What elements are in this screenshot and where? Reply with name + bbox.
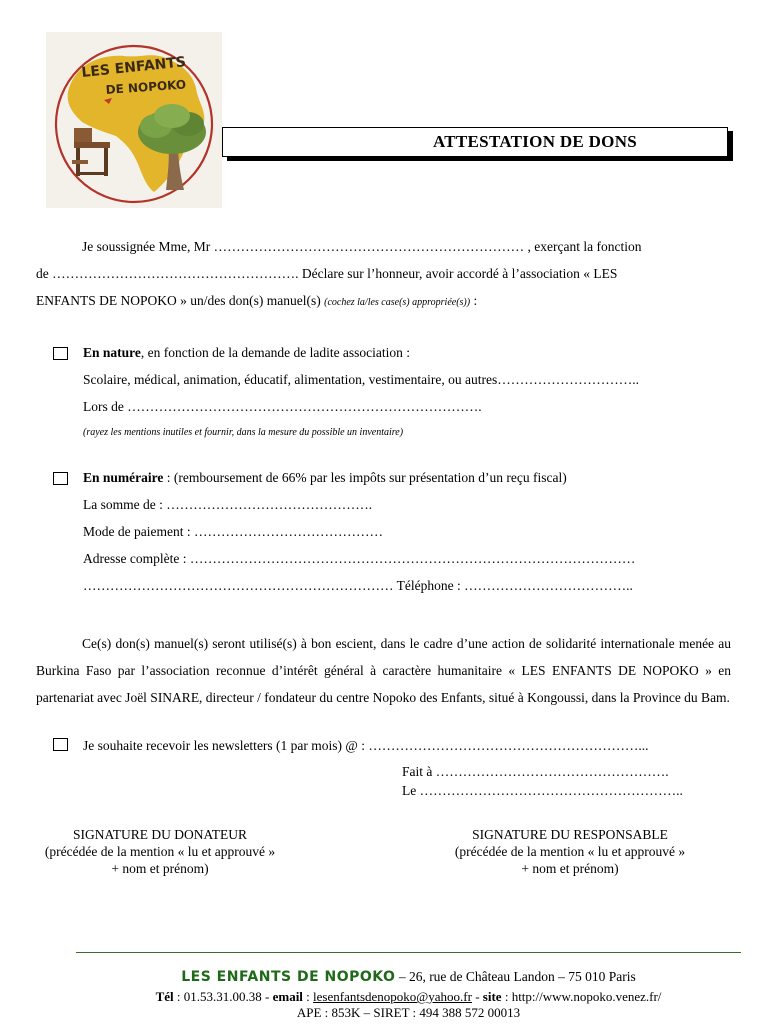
usage-paragraph: Ce(s) don(s) manuel(s) seront utilisé(s) à bon escient, dans le cadre d’une action de solidarité internationale menée au Burkina Faso par l’association reconnue d’intérêt général à caractère humanitaire « LES ENFANTS DE NOPOKO » en partenariat avec Joël SINARE, directeur / fondateur du centre Nopoko des Enfants, situé à Kongoussi, dans la Province du Bam. (36, 636, 731, 705)
intro-line1-dots: …………………………………………………………… (213, 239, 525, 254)
payment-method-field[interactable]: Mode de paiement : …………………………………… (83, 524, 383, 539)
logo-text-line1: LES ENFANTS (80, 54, 187, 81)
footer-email-label: email (272, 989, 303, 1004)
signature-responsable-instruction: (précédée de la mention « lu et approuvé » (454, 844, 686, 859)
numeraire-description: : (remboursement de 66% par les impôts sur présentation d’un reçu fiscal) (163, 470, 567, 485)
footer-email-sep: : (302, 989, 314, 1004)
footer-brand: LES ENFANTS DE NOPOKO (181, 969, 396, 985)
logo-text-line2: DE NOPOKO (105, 77, 187, 97)
footer-tel: : 01.53.31.00.38 - (173, 989, 273, 1004)
numeraire-heading (83, 470, 567, 486)
numeraire-checkbox[interactable] (53, 472, 68, 485)
signature-responsable-name: + nom et prénom) (521, 861, 619, 876)
signature-responsable-title: SIGNATURE DU RESPONSABLE (472, 827, 668, 842)
intro-line3-instruction: (cochez la/les case(s) appropriée(s)) (324, 297, 471, 308)
nature-label: En nature (83, 345, 141, 360)
address-field[interactable]: Adresse complète : ……………………………………………………………………………………… (83, 551, 636, 566)
address-phone-field[interactable]: …………………………………………………………… Téléphone : ……………………………….. (83, 578, 633, 593)
nature-date-line[interactable]: Lors de ……………………………………………………………………. (83, 399, 482, 414)
footer-tel-label: Tél (155, 989, 174, 1004)
footer-contact-line (76, 988, 741, 1005)
footer-site[interactable]: : http://www.nopoko.venez.fr/ (501, 989, 662, 1004)
numeraire-label: En numéraire (83, 470, 164, 485)
title-box (222, 127, 728, 157)
nature-heading (83, 345, 410, 361)
intro-line2-end: Déclare sur l’honneur, avoir accordé à l’association « LES (301, 266, 618, 281)
signature-donateur (20, 826, 300, 877)
signature-donateur-name: + nom et prénom) (111, 861, 209, 876)
intro-line3-text: ENFANTS DE NOPOKO » un/des don(s) manuel(s) (36, 293, 321, 308)
association-logo-graphic (46, 32, 222, 208)
intro-line2-start: de (36, 266, 49, 281)
intro-line2 (36, 266, 617, 282)
footer-divider (76, 952, 741, 953)
intro-line3 (36, 293, 477, 311)
signature-responsable (430, 826, 710, 877)
intro-line1-start: Je soussignée Mme, Mr (82, 239, 211, 254)
signature-donateur-instruction: (précédée de la mention « lu et approuvé » (44, 844, 276, 859)
footer-site-sep: - (471, 989, 483, 1004)
footer-address: – 26, rue de Château Landon – 75 010 Paris (395, 969, 636, 984)
footer-site-label: site (482, 989, 502, 1004)
nature-note: (rayez les mentions inutiles et fournir, dans la mesure du possible un inventaire) (83, 427, 404, 438)
intro-line3-colon: : (473, 293, 478, 308)
page-title: ATTESTATION DE DONS (432, 132, 638, 151)
signature-donateur-title: SIGNATURE DU DONATEUR (73, 827, 247, 842)
place-field[interactable]: Fait à ……………………………………………. (402, 764, 669, 779)
intro-line2-dots: ………………………………………………. (52, 266, 299, 281)
footer-address-line (76, 968, 741, 986)
nature-description: , en fonction de la demande de ladite association : (140, 345, 411, 360)
newsletter-checkbox[interactable] (53, 738, 68, 751)
footer-email-link[interactable]: lesenfantsdenopoko@yahoo.fr (313, 989, 472, 1004)
footer-registration: APE : 853K – SIRET : 494 388 572 00013 (296, 1005, 521, 1020)
nature-checkbox[interactable] (53, 347, 68, 360)
intro-line1-end: , exerçant la fonction (527, 239, 642, 254)
date-field[interactable]: Le ………………………………………………….. (402, 783, 683, 798)
logo (46, 32, 222, 208)
newsletter-field[interactable]: Je souhaite recevoir les newsletters (1 par mois) @ : ……………………………………………………... (83, 738, 649, 753)
amount-field[interactable]: La somme de : ………………………………………. (83, 497, 373, 512)
intro-line1 (82, 239, 641, 255)
nature-categories-line[interactable]: Scolaire, médical, animation, éducatif, alimentation, vestimentaire, ou autres………………………….. (83, 372, 639, 387)
